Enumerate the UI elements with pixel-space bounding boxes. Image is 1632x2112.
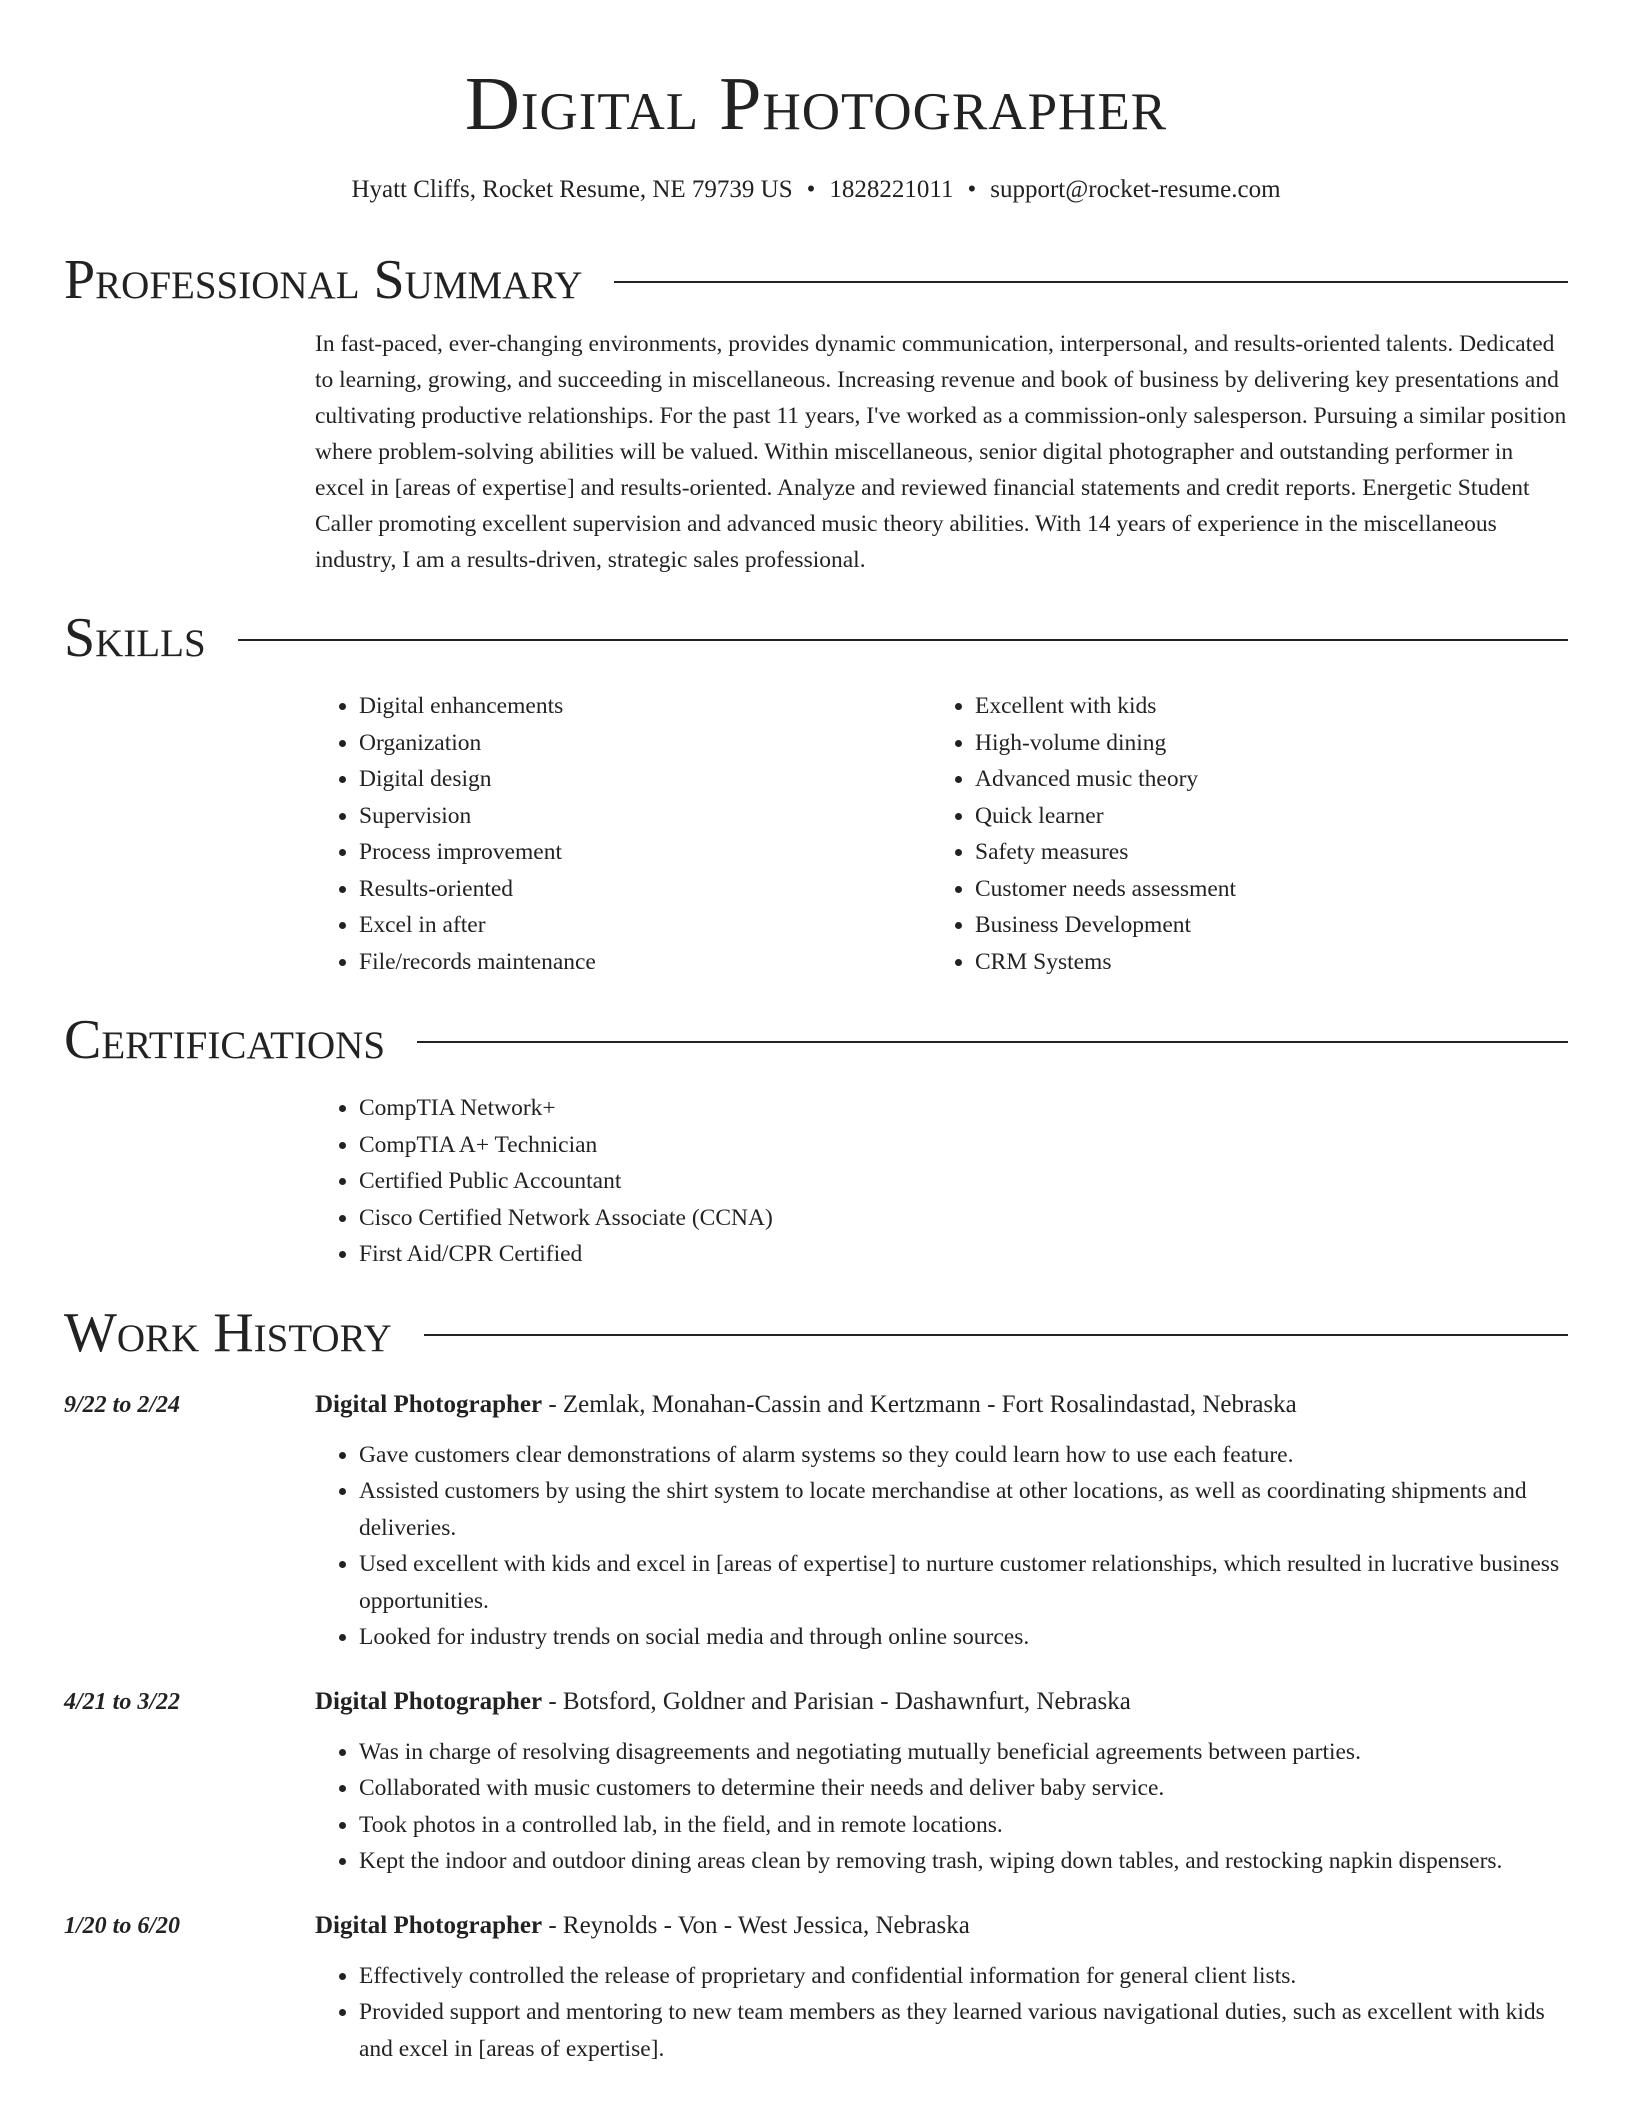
summary-section-header xyxy=(64,248,1568,312)
job-bullet: • Provided support and mentoring to new team members as they learned various navigational duties, such as excellent with kids and excel in [areas of expertise]. xyxy=(359,1994,1568,2067)
job-title: Digital Photographer xyxy=(315,1911,543,1939)
section-divider xyxy=(417,1041,1568,1043)
certification-item: • Cisco Certified Network Associate (CCNA) xyxy=(359,1200,1568,1237)
certification-item: • CompTIA A+ Technician xyxy=(359,1127,1568,1164)
skills-column-left xyxy=(315,688,931,980)
job-entry xyxy=(64,1908,1568,2068)
summary-heading: Professional Summary xyxy=(64,249,583,311)
resume-name: Digital Photographer xyxy=(464,62,1168,146)
skills-left-list xyxy=(315,688,931,980)
job-entry xyxy=(64,1387,1568,1656)
skill-item: • Quick learner xyxy=(975,798,1547,835)
job-bullet: • Took photos in a controlled lab, in the field, and in remote locations. xyxy=(359,1807,1568,1844)
job-details xyxy=(315,1908,1568,2068)
contact-email: support@rocket-resume.com xyxy=(990,176,1281,203)
job-bullet: • Was in charge of resolving disagreements and negotiating mutually beneficial agreements between parties. xyxy=(359,1734,1568,1771)
skill-item: • Process improvement xyxy=(359,834,931,871)
job-bullets xyxy=(315,1437,1568,1656)
work-section-header xyxy=(64,1301,1568,1365)
job-title-line xyxy=(315,1387,1568,1423)
certification-item: • First Aid/CPR Certified xyxy=(359,1236,1568,1273)
skills-heading: Skills xyxy=(64,607,206,669)
skill-item: • Organization xyxy=(359,725,931,762)
work-history-list xyxy=(64,1387,1568,2068)
job-bullet: • Effectively controlled the release of proprietary and confidential information for general client lists. xyxy=(359,1958,1568,1995)
certification-item: • CompTIA Network+ xyxy=(359,1090,1568,1127)
skills-list xyxy=(315,688,1568,980)
summary-text: In fast-paced, ever-changing environments, provides dynamic communication, interpersonal, and results-oriented talents. Dedicated to learning, growing, and succeeding in miscellaneous. Increasing revenue and book of business by delivering key presentations and cultivating productive relationships. For the past 11 years, I've worked as a commission-only salesperson. Pursuing a similar position where problem-solving abilities will be valued. Within miscellaneous, senior digital photographer and outstanding performer in excel in [areas of expertise] and results-oriented. Analyze and reviewed financial statements and credit reports. Energetic Student Caller promoting excellent supervision and advanced music theory abilities. With 14 years of experience in the miscellaneous industry, I am a results-driven, strategic sales professional. xyxy=(315,331,1567,573)
job-bullets xyxy=(315,1734,1568,1880)
job-entry xyxy=(64,1684,1568,1880)
job-company-location: - Reynolds - Von - West Jessica, Nebraska xyxy=(542,1911,970,1939)
skill-item: • Digital design xyxy=(359,761,931,798)
work-heading: Work History xyxy=(64,1301,392,1364)
skill-item: • Customer needs assessment xyxy=(975,871,1547,908)
job-company-location: - Botsford, Goldner and Parisian - Dashawnfurt, Nebraska xyxy=(542,1687,1131,1715)
skill-item: • Supervision xyxy=(359,798,931,835)
job-bullets xyxy=(315,1958,1568,2068)
skill-item: • CRM Systems xyxy=(975,944,1547,981)
job-title-line xyxy=(315,1684,1568,1720)
job-bullet: • Assisted customers by using the shirt system to locate merchandise at other locations, as well as coordinating shipments and deliveries. xyxy=(359,1473,1568,1546)
job-bullet: • Gave customers clear demonstrations of alarm systems so they could learn how to use each feature. xyxy=(359,1437,1568,1474)
job-bullet: • Collaborated with music customers to determine their needs and deliver baby service. xyxy=(359,1770,1568,1807)
section-divider xyxy=(614,281,1568,283)
section-divider xyxy=(238,639,1568,641)
certification-item: • Certified Public Accountant xyxy=(359,1163,1568,1200)
skills-column-right xyxy=(931,688,1547,980)
skills-right-list xyxy=(931,688,1547,980)
job-title: Digital Photographer xyxy=(315,1390,543,1418)
skills-section-header xyxy=(64,606,1568,670)
certifications-items xyxy=(315,1090,1568,1273)
certifications-section-header xyxy=(64,1008,1568,1072)
skill-item: • Excel in after xyxy=(359,907,931,944)
contact-phone: 1828221011 xyxy=(829,176,954,203)
skill-item: • File/records maintenance xyxy=(359,944,931,981)
job-details xyxy=(315,1387,1568,1656)
contact-address: Hyatt Cliffs, Rocket Resume, NE 79739 US xyxy=(351,176,793,203)
skill-item: • Digital enhancements xyxy=(359,688,931,725)
certifications-list xyxy=(315,1090,1568,1273)
job-details xyxy=(315,1684,1568,1880)
skill-item: • Business Development xyxy=(975,907,1547,944)
skill-item: • Excellent with kids xyxy=(975,688,1547,725)
contact-separator: • xyxy=(967,176,977,203)
job-title: Digital Photographer xyxy=(315,1687,543,1715)
section-divider xyxy=(424,1334,1568,1336)
job-bullet: • Looked for industry trends on social media and through online sources. xyxy=(359,1619,1568,1656)
skill-item: • Safety measures xyxy=(975,834,1547,871)
job-bullet: • Kept the indoor and outdoor dining areas clean by removing trash, wiping down tables, and restocking napkin dispensers. xyxy=(359,1843,1568,1880)
contact-line xyxy=(64,174,1568,206)
skill-item: • High-volume dining xyxy=(975,725,1547,762)
job-dates: 4/21 to 3/22 xyxy=(64,1688,181,1715)
skill-item: • Results-oriented xyxy=(359,871,931,908)
job-bullet: • Used excellent with kids and excel in [areas of expertise] to nurture customer relationships, which resulted in lucrative business opportunities. xyxy=(359,1546,1568,1619)
job-company-location: - Zemlak, Monahan-Cassin and Kertzmann - Fort Rosalindastad, Nebraska xyxy=(542,1390,1297,1418)
certifications-heading: Certifications xyxy=(64,1009,386,1071)
resume-page xyxy=(64,0,1568,2067)
contact-separator: • xyxy=(806,176,816,203)
job-dates: 9/22 to 2/24 xyxy=(64,1391,181,1418)
job-title-line xyxy=(315,1908,1568,1944)
job-dates: 1/20 to 6/20 xyxy=(64,1912,181,1939)
skill-item: • Advanced music theory xyxy=(975,761,1547,798)
